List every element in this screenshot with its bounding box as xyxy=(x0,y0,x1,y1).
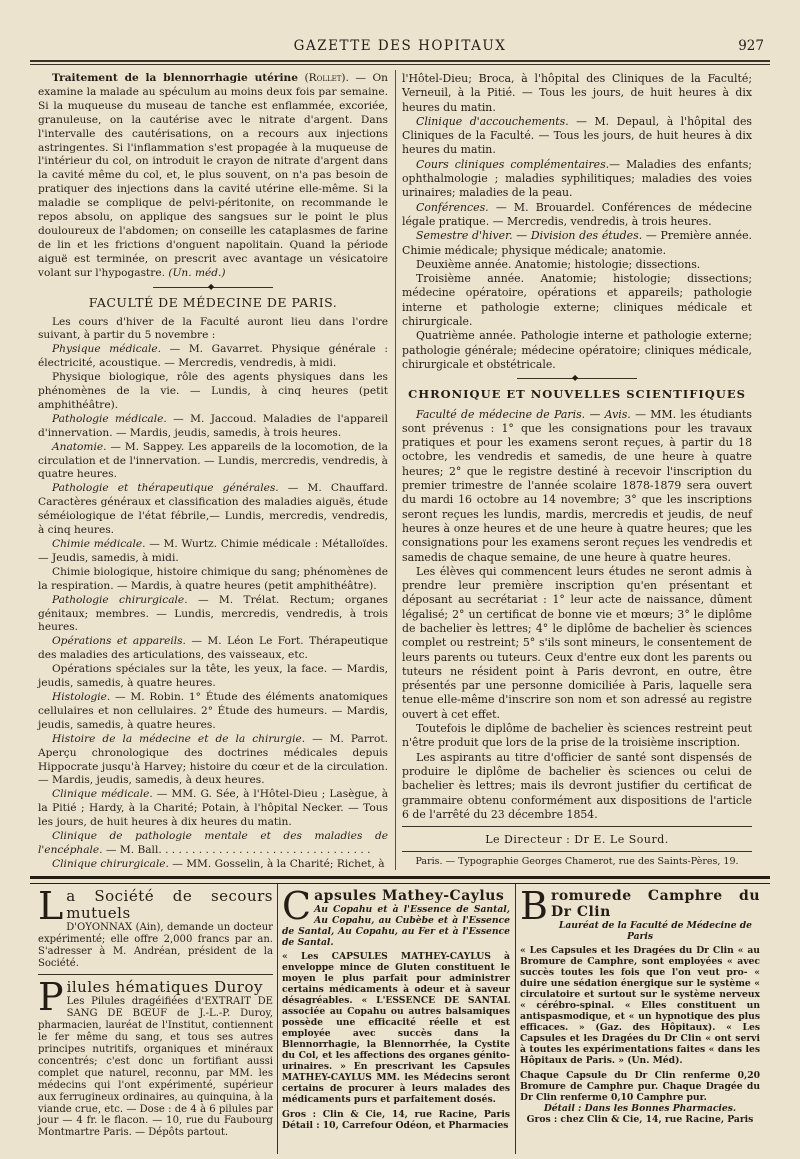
clinique-list xyxy=(402,115,752,372)
chronique-item xyxy=(402,565,752,722)
left-column xyxy=(38,72,388,872)
header-rule xyxy=(30,60,770,65)
course-item-text: — MM. Gosselin, à la Charité; Richet, à xyxy=(168,857,385,870)
course-item-name: Pathologie médicale. xyxy=(52,412,167,425)
course-item xyxy=(38,733,388,789)
clinique-item-text: Deuxième année. Anatomie; histologie; dissections. xyxy=(416,257,701,271)
course-item-name: Clinique médicale. xyxy=(52,788,153,801)
chronique-list xyxy=(402,408,752,823)
ad-footer: Détail : Dans les Bonnes Pharmacies. xyxy=(543,1103,737,1115)
clinique-item-text: Troisième année. Anatomie; histologie; dissections; médecine opératoire, opérations et appareils; pathologie interne et pathologie externe; cliniques médicale et chirurgicale. xyxy=(402,272,752,329)
clinique-item xyxy=(402,158,752,201)
course-item xyxy=(38,788,388,830)
chronique-item-text: — MM. les étudiants sont prévenus : 1° que les consignations pour les travaux pratiques et pour les examens seront reçues, à partir du 18 octobre, les vendredis et samedis, de une heure à quatre heures; 2° que le registre destiné à recevoir l'inscription du premier trimestre de l'année scolaire 1878-1879 sera ouvert du mardi 16 octobre au 14 novembre; 3° que les inscriptions seront reçues les lundis, mardis, mercredis et jeudis, de neuf heures à onze heures et de une heure à quatre heures; que les consignations pour les examens seront reçues les vendredis et samedis de chaque semaine, de une heure à quatre heures. xyxy=(402,407,752,564)
course-item-text: — M. Trélat. Rectum; organes génitaux; membres. — Lundis, mercredis, vendredis, à trois heures. xyxy=(38,593,388,634)
course-item xyxy=(38,830,388,858)
course-item-text: Physique biologique, rôle des agents physiques dans les phénomènes de la vie. — Lundis, à cinq heures (petit amphithéâtre). xyxy=(38,371,388,411)
course-item-text: — M. Robin. 1° Étude des éléments anatomiques cellulaires et non cellulaires. 2° Étude des humeurs. — Mardis, jeudis, samedis, à quatre heures. xyxy=(38,690,388,731)
treatment-source: (Un. méd.) xyxy=(168,266,226,279)
treatment-title: Traitement de la blennorrhagie utérine xyxy=(52,72,298,84)
chronique-item xyxy=(402,751,752,822)
ads-rule xyxy=(30,876,770,884)
clinique-item xyxy=(402,258,752,272)
course-item xyxy=(38,691,388,733)
chronique-item-text: Les élèves qui commencent leurs études ne seront admis à prendre leur première inscription qu'en présentant et déposant au secrétariat : 1° leur acte de naissance, dûment légalisé; 2° un certificat de bonne vie et mœurs; 3° le diplôme de bachelier ès lettres; 4° le diplôme de bachelier ès sciences complet ou restreint; 5° s'ils sont mineurs, le consentement de leurs parents ou tuteurs. Ceux d'entre eux dont les parents ou tuteurs ne résident point à Paris devront, en outre, être présentés par une personne domiciliée à Paris, laquelle sera tenue elle-même d'inscrire son nom et son adressé au registre ouvert à cet effet. xyxy=(402,564,752,721)
course-item-text: — M. Léon Le Fort. Thérapeutique des maladies des articulations, des vaisseaux, etc. xyxy=(38,635,388,662)
course-item-text: — M. Parrot. Aperçu chronologique des doctrines médicales depuis Hippocrate jusqu'à Harvey; histoire du cœur et de la circulation. — Mardis, jeudis, samedis, à deux heures. xyxy=(38,732,388,787)
course-item xyxy=(38,413,388,441)
course-item xyxy=(38,858,388,872)
clinique-item xyxy=(402,272,752,329)
course-item-name: Clinique de pathologie mentale et des maladies de l'encéphale. xyxy=(38,830,388,856)
page-number: 927 xyxy=(738,38,764,54)
ad-divider xyxy=(515,884,516,1154)
course-item-name: Pathologie chirurgicale. xyxy=(52,593,188,606)
drop-cap: L xyxy=(38,884,64,928)
clinique-item-name: Conférences. xyxy=(416,200,489,214)
course-item-text: — M. Wurtz. Chimie médicale : Métalloïdes. — Jeudis, samedis, à midi. xyxy=(38,538,389,564)
advertisement-bromure-camphre xyxy=(520,884,760,1126)
clinique-item-name: Semestre d'hiver. — Division des études. xyxy=(416,229,643,243)
course-item-name: Clinique chirurgicale. xyxy=(52,857,169,870)
clinique-item-text: — M. Depaul, à l'hôpital des Cliniques de la Faculté. — Tous les jours, de huit heures à dix heures du matin. xyxy=(402,114,752,157)
course-item-text: — M. Jaccoud. Maladies de l'appareil d'innervation. — Mardis, jeudis, samedis, à trois heures. xyxy=(38,412,388,439)
course-list xyxy=(38,343,388,871)
course-item-name: Histoire de la médecine et de la chirurgie. xyxy=(52,732,306,745)
chronique-item-name: Faculté de médecine de Paris. — Avis. xyxy=(416,407,631,421)
right-column xyxy=(402,72,752,870)
drop-cap: P xyxy=(38,975,64,1020)
course-item xyxy=(38,343,388,371)
ad-body: « Les CAPSULES MATHEY-CAYLUS à enveloppe mince de Gluten constituent le moyen le plus parfait pour administrer certains médicaments à odeur et à saveur désagréables. « L'ESSENCE DE SANTAL associée au Copahu ou autres balsamiques possède une efficacité réelle et est employée avec succès dans la Blennorrhagie, la Blennorrhée, la Cystite du Col, et les affections des organes génito-urinaires. » En prescrivant les Capsules MATHEY-CAYLUS MM. les Médecins seront certains de procurer à leurs malades des médicaments purs et parfaitement dosés. xyxy=(282,951,510,1106)
course-item-text: Opérations spéciales sur la tête, les yeux, la face. — Mardis, jeudis, samedis, à quatre heures. xyxy=(38,663,388,690)
chronique-item xyxy=(402,408,752,565)
ad-footer: Chaque Capsule du Dr Clin renferme 0,20 Bromure de Camphre pur. Chaque Dragée du Dr Clin renferme 0,10 Camphre pur. xyxy=(520,1070,760,1104)
faculte-intro: Les cours d'hiver de la Faculté auront lieu dans l'ordre suivant, à partir du 5 novembre : xyxy=(38,315,388,342)
clinique-item-text: — M. Brouardel. Conférences de médecine légale pratique. — Mercredis, vendredis, à trois heures. xyxy=(402,200,752,228)
treatment-paragraph xyxy=(38,72,388,281)
course-item-text: — M. Sappey. Les appareils de la locomotion, de la circulation et de l'innervation. — Lundis, mercredis, vendredis, à quatre heures. xyxy=(38,440,388,481)
treatment-author: (Rollet). xyxy=(304,72,349,84)
course-item-text: — M. Ball. . . . . . . . . . . . . . . . . . . . . . . . . . . . . . . . xyxy=(102,843,371,856)
drop-cap: B xyxy=(520,884,548,928)
course-item-name: Opérations et appareils. xyxy=(52,635,186,648)
ad-footer: Gros : Clin & Cie, 14, rue Racine, Paris Détail : 10, Carrefour Odéon, et Pharmacies xyxy=(282,1109,510,1132)
course-item xyxy=(38,594,388,636)
drop-cap: C xyxy=(282,884,312,928)
clinique-item-name: Cours cliniques complémentaires. xyxy=(416,157,610,171)
ad-title: apsules Mathey-Caylus xyxy=(314,888,505,904)
course-item xyxy=(38,441,388,483)
ornament-divider xyxy=(153,287,273,292)
chronique-item-text: Les aspirants au titre d'officier de santé sont dispensés de produire le diplôme de bachelier ès sciences ou celui de bachelier ès lettres; mais ils devront justifier du certificat de grammaire obtenu conformément aux dispositions de l'article 6 de l'arrêté du 23 décembre 1854. xyxy=(402,750,752,821)
course-item-text: — M. Chauffard. Caractères généraux et classification des maladies aiguës, étude séméiologique de l'état fébrile,— Lundis, mercredis, vendredis, à cinq heures. xyxy=(38,482,388,537)
course-item-text: Chimie biologique, histoire chimique du sang; phénomènes de la respiration. — Mardis, à quatre heures (petit amphithéâtre). xyxy=(38,565,388,592)
ad-footer: Gros : chez Clin & Cie, 14, rue Racine, Paris xyxy=(526,1114,754,1126)
clinique-item-name: Clinique d'accouchements. xyxy=(416,114,569,128)
clinique-item-text: — Maladies des enfants; ophthalmologie ; maladies syphilitiques; maladies des voies urinaires; maladies de la peau. xyxy=(402,157,752,200)
chronique-item xyxy=(402,722,752,751)
clinique-item xyxy=(402,115,752,158)
signature-rule xyxy=(402,826,752,827)
ad-title: ilules hématiques Duroy xyxy=(66,978,263,997)
clinique-item xyxy=(402,201,752,230)
course-item-text: — MM. G. Sée, à l'Hôtel-Dieu ; Lasègue, à la Pitié ; Hardy, à la Charité; Potain, à l'hôpital Necker. — Tous les jours, de huit heures à dix heures du matin. xyxy=(38,788,389,829)
ad-title: a Société de secours mutuels xyxy=(66,887,273,922)
course-item-name: Histologie. xyxy=(52,690,111,703)
ad-subtitle: Au Copahu et à l'Essence de Santal, Au Copahu, au Cubèbe et à l'Essence de Santal, Au Copahu, au Fer et à l'Essence de Santal. xyxy=(282,904,510,949)
ad-body: « Les Capsules et les Dragées du Dr Clin « au Bromure de Camphre, sont employées « avec succès toutes les fois que l'on veut pro- « duire une sédation énergique sur le système « circulatoire et surtout sur le système nerveux « cérébro-spinal. « Elles constituent un antispasmodique, et « un hypnotique des plus efficaces. » (Gaz. des Hôpitaux). « Les Capsules et les Dragées du Dr Clin « ont servi à toutes les expérimentations faites « dans les Hôpitaux de Paris. » (Un. Méd). xyxy=(520,945,760,1067)
clinique-item-text: Quatrième année. Pathologie interne et pathologie externe; pathologie générale; médecine opératoire; cliniques médicale, chirurgicale et obstétricale. xyxy=(402,329,752,371)
course-item xyxy=(38,538,388,566)
continuation-paragraph: l'Hôtel-Dieu; Broca, à l'hôpital des Cliniques de la Faculté; Verneuil, à la Pitié. — Tous les jours, de huit heures à dix heures du matin. xyxy=(402,72,752,114)
advertisement-societe xyxy=(38,884,273,1139)
course-item-name: Anatomie. xyxy=(52,440,107,453)
course-item-name: Pathologie et thérapeutique générales. xyxy=(52,482,279,495)
clinique-item-text: — Première année. Chimie médicale; physique médicale; anatomie. xyxy=(402,229,752,257)
clinique-item xyxy=(402,229,752,258)
ad-divider xyxy=(277,884,278,1154)
course-item xyxy=(38,482,388,538)
ornament-divider xyxy=(517,378,637,383)
chronique-heading: CHRONIQUE ET NOUVELLES SCIENTIFIQUES xyxy=(408,387,746,402)
page-header xyxy=(30,38,770,58)
course-item-text: — M. Gavarret. Physique générale : électricité, acoustique. — Mercredis, vendredis, à midi. xyxy=(38,343,389,370)
ad-subtitle: Lauréat de la Faculté de Médecine de Paris xyxy=(558,920,753,943)
journal-title: GAZETTE DES HOPITAUX xyxy=(293,38,507,54)
treatment-body: — On examine la malade au spéculum au moins deux fois par semaine. Si la muqueuse du museau de tanche est enflammée, excoriée, granuleuse, on la cautérise avec le nitrate d'argent. Dans l'intervalle des cautérisations, on a recours aux injections astringentes. Si l'inflammation s'est propagée à la muqueuse de l'intérieur du col, on introduit le crayon de nitrate d'argent dans la cavité même du col, et, le plus souvent, on n'a pas besoin de pratiquer des injections dans la cavité utérine elle-même. Si la maladie se complique de pelvi-péritonite, on recommande le repos absolu, on applique des sangsues sur le point le plus douloureux de l'abdomen; on conseille les cataplasmes de farine de lin et les frictions d'onguent napolitain. Quand la période aiguë est terminée, on prescrit avec avantage un vésicatoire volant sur l'hypogastre. xyxy=(38,72,388,279)
printer-rule xyxy=(402,851,752,852)
ad-separator xyxy=(38,974,273,975)
course-item xyxy=(38,635,388,663)
faculte-heading: FACULTÉ DE MÉDECINE DE PARIS. xyxy=(88,294,338,310)
printer-line: Paris. — Typographie Georges Chamerot, rue des Saints-Pères, 19. xyxy=(415,856,739,868)
course-item-name: Physique médicale. xyxy=(52,343,162,356)
course-item xyxy=(38,663,388,691)
director-signature: Le Directeur : Dr E. Le Sourd. xyxy=(485,833,669,847)
course-item xyxy=(38,566,388,594)
ad-body: D'OYONNAX (Ain), demande un docteur expérimenté; elle offre 2,000 francs par an. S'adresser à M. Andréan, président de la Société. xyxy=(38,921,273,969)
course-item-name: Chimie médicale. xyxy=(52,538,146,550)
column-divider xyxy=(395,70,396,870)
chronique-item-text: Toutefois le diplôme de bachelier ès sciences restreint peut n'être produit que lors de la prise de la troisième inscription. xyxy=(402,722,752,750)
advertisement-mathey-caylus xyxy=(282,884,510,1132)
course-item xyxy=(38,371,388,413)
clinique-item xyxy=(402,329,752,372)
ad-title: romurede Camphre du Dr Clin xyxy=(550,888,760,921)
ad-body: Les Pilules dragéifiées d'EXTRAIT DE SANG DE BŒUF de J.-L.-P. Duroy, pharmacien, lauréat de l'Institut, contiennent le fer même du sang, et tous ses autres principes nutritifs, organiques et minéraux concentrés; c'est donc un fortifiant aussi complet que naturel, reconnu, par MM. les médecins qui l'ont expérimenté, supérieur aux ferrugineux ordinaires, au quinquina, à la viande crue, etc. — Dose : de 4 à 6 pilules par jour — 4 fr. le flacon. — 10, rue du Faubourg Montmartre Paris. — Dépôts partout. xyxy=(38,996,273,1139)
